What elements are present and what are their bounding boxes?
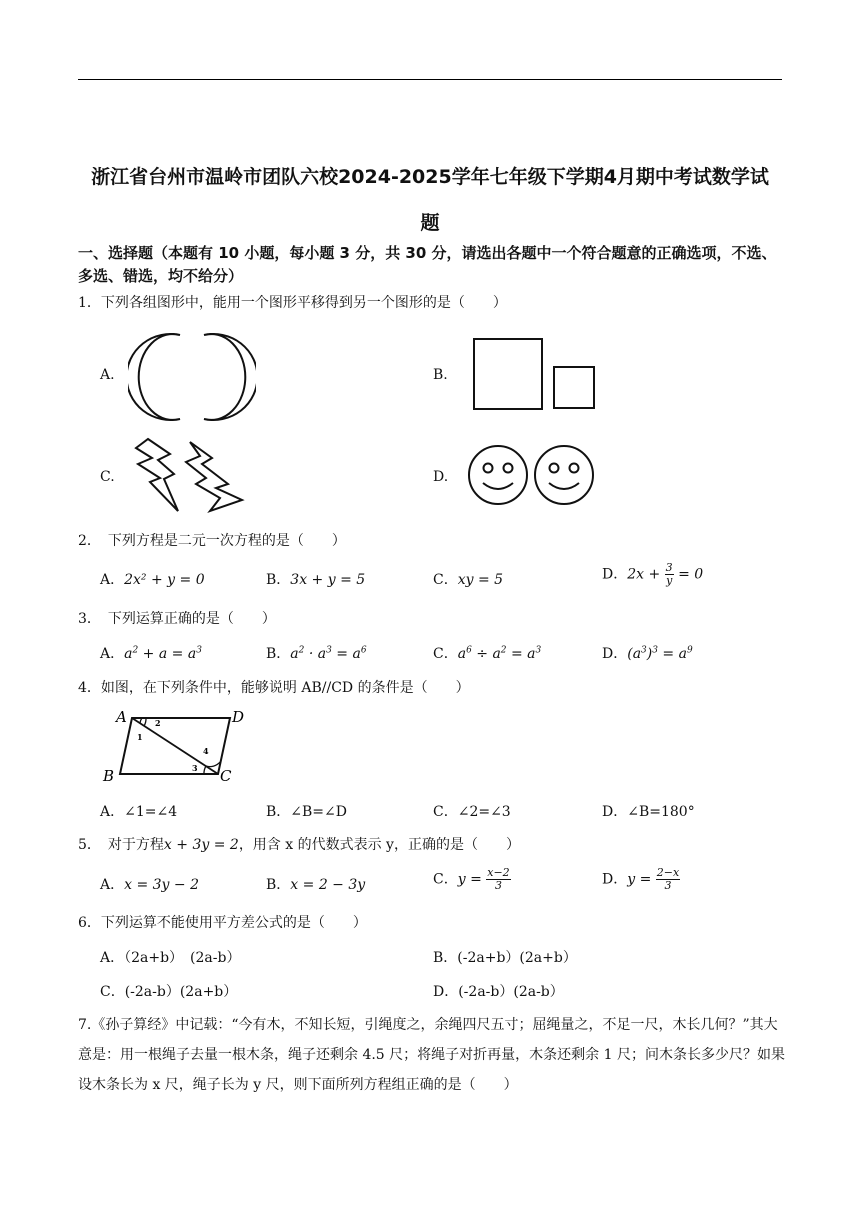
q2-option-b: B．3x + y = 5 [266,572,366,588]
question-4: 4．如图，在下列条件中，能够说明 AB//CD 的条件是（ ） [78,680,470,696]
q4-fig-label-A: A [116,708,127,726]
q5-option-b: B．x = 2 − 3y [266,877,366,893]
q1-label-b: B. [433,367,448,383]
header-rule [78,79,782,80]
question-5: 5． 对于方程x + 3y = 2，用含 x 的代数式表示 y，正确的是（ ） [78,837,520,853]
question-1: 1．下列各组图形中，能用一个图形平移得到另一个图形的是（ ） [78,295,507,311]
q2-option-a: A．2x² + y = 0 [100,572,205,588]
q2-option-d: D．2x + $\frac{3}{y}$ = 0 [602,561,704,587]
q3-option-c: C．$a^6 \div a^2 = a^3$ [433,645,542,662]
q4-fig-label-B: B [103,767,115,785]
q5-option-a: A．x = 3y − 2 [100,877,200,893]
q1-label-a: A. [100,367,115,383]
q1-label-d: D. [433,469,449,485]
q6-option-d: D．(-2a-b）(2a-b） [433,984,564,1000]
q4-fig-label-C: C [220,767,232,785]
q1-figure-b-squares [470,336,600,412]
page-title-cont: 题 [420,212,440,234]
q5-option-d: D．y = $\frac{2-x}{3}$ [602,866,680,892]
q3-option-d: D．$(a^3)^3 = a^9$ [602,645,693,662]
question-2: 2． 下列方程是二元一次方程的是（ ） [78,533,346,549]
q4-parallelogram-figure [100,706,260,788]
q4-option-d: D．∠B=180° [602,804,695,820]
q1-figure-a-crescents [128,332,256,422]
q3-option-a: A．$a^2 + a = a^3$ [100,645,202,662]
q6-option-c: C．(-2a-b）(2a+b） [100,984,238,1000]
q1-label-c: C. [100,469,115,485]
q4-fig-angle-3: 3 [192,763,198,773]
q6-option-b: B．(-2a+b）(2a+b） [433,950,577,966]
q2-option-c: C．xy = 5 [433,572,504,588]
q4-fig-label-D: D [232,708,245,726]
q4-option-a: A．∠1=∠4 [100,804,178,820]
question-7: 7.《孙子算经》中记载：“今有木，不知长短，引绳度之，余绳四尺五寸；屈绳量之，不足一尺，木长几何？”其大意是：用一根绳子去量一根木条，绳子还剩余 4.5 尺；将绳子对折再量，木条还剩余 1 尺；问木条长多少尺？如果设木条长为 x 尺，绳子长为 y 尺，则下面所列方程组正确的是（ ） [78,1017,785,1093]
question-3: 3． 下列运算正确的是（ ） [78,611,276,627]
q4-option-c: C．∠2=∠3 [433,804,511,820]
q6-option-a: A．（2a+b） (2a-b） [100,950,241,966]
question-6: 6．下列运算不能使用平方差公式的是（ ） [78,915,367,931]
q4-fig-angle-2: 2 [155,718,161,728]
q1-figure-c-lightning [128,436,248,516]
q5-option-c: C．y = $\frac{x-2}{3}$ [433,866,510,892]
q1-figure-d-smileys [466,443,596,507]
section-heading: 一、选择题（本题有 10 小题，每小题 3 分，共 30 分，请选出各题中一个符合题意的正确选项，不选、多选、错选，均不给分） [78,244,777,285]
page-title: 浙江省台州市温岭市团队六校2024-2025学年七年级下学期4月期中考试数学试 [91,166,769,188]
q3-option-b: B．$a^2 \cdot a^3 = a^6$ [266,645,367,662]
q4-option-b: B．∠B=∠D [266,804,347,820]
q4-fig-angle-1: 1 [137,732,143,742]
q4-fig-angle-4: 4 [203,746,209,756]
